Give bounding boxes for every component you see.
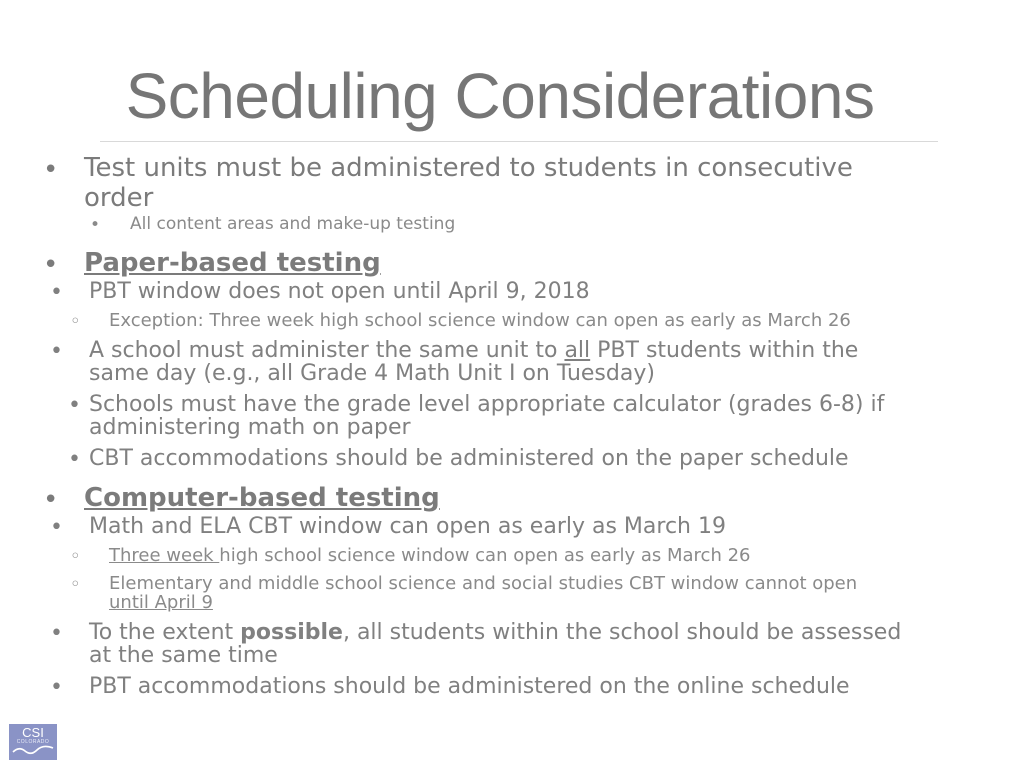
bullet-circle: ◦ <box>70 574 81 595</box>
computer-extent-text-a: To the extent <box>89 620 241 645</box>
bullet-text-consecutive-line1: Test units must be administered to students in consecutive <box>84 153 853 183</box>
computer-window: Math and ELA CBT window can open as early as March 19 <box>89 514 726 539</box>
paper-window: PBT window does not open until April 9, 2018 <box>89 279 590 304</box>
computer-hs-science-rest: high school science window can open as early as March 26 <box>219 545 751 566</box>
mountain-wave-icon <box>9 724 57 760</box>
bullet-dot: • <box>68 393 81 418</box>
sub-bullet-content-areas: All content areas and make-up testing <box>130 214 456 234</box>
bullet-circle: ◦ <box>70 311 81 332</box>
paper-exception: Exception: Three week high school science window can open as early as March 26 <box>109 310 851 331</box>
computer-hs-science <box>109 546 751 566</box>
bullet-dot: • <box>50 515 63 540</box>
bullet-dot: • <box>50 339 63 364</box>
heading-computer-based-testing: Computer-based testing <box>84 483 440 513</box>
computer-hs-science-three-week: Three week <box>109 545 220 566</box>
sub-bullet-dot: • <box>90 215 101 235</box>
computer-elem-line2: until April 9 <box>109 592 213 613</box>
paper-cbt-accommodations: CBT accommodations should be administered on the paper schedule <box>89 446 849 471</box>
title-divider <box>100 141 938 142</box>
bullet-dot: • <box>68 447 81 472</box>
csi-logo <box>9 724 57 760</box>
bullet-circle: ◦ <box>70 546 81 567</box>
paper-same-unit-line2: same day (e.g., all Grade 4 Math Unit I on Tuesday) <box>89 361 655 386</box>
bullet-text-consecutive-line2: order <box>84 183 154 213</box>
heading-paper-based-testing: Paper-based testing <box>84 248 381 278</box>
paper-same-unit-text-a: A school must administer the same unit to <box>89 338 565 363</box>
computer-extent-possible: possible <box>240 620 343 645</box>
slide-title: Scheduling Considerations <box>125 60 875 132</box>
computer-extent-text-b: , all students within the school should be assessed <box>342 620 902 645</box>
bullet-dot: • <box>50 621 63 646</box>
bullet-dot: • <box>50 280 63 305</box>
csi-logo-text: CSI <box>22 725 44 740</box>
paper-calculator-line1: Schools must have the grade level appropriate calculator (grades 6-8) if <box>89 392 885 417</box>
bullet-dot: • <box>50 675 63 700</box>
computer-pbt-accommodations: PBT accommodations should be administered on the online schedule <box>89 674 850 699</box>
bullet-dot: • <box>43 155 59 185</box>
computer-extent-line1 <box>89 621 901 644</box>
bullet-dot: • <box>43 485 59 515</box>
computer-elem-line1: Elementary and middle school science and social studies CBT window cannot open <box>109 573 858 594</box>
computer-extent-line2: at the same time <box>89 643 278 668</box>
paper-calculator-line2: administering math on paper <box>89 415 411 440</box>
csi-logo-subtext: COLORADO <box>16 739 50 745</box>
bullet-dot: • <box>43 250 59 280</box>
paper-same-unit-line1 <box>89 339 858 362</box>
paper-same-unit-all: all <box>564 338 591 363</box>
paper-same-unit-text-b: PBT students within the <box>590 338 859 363</box>
